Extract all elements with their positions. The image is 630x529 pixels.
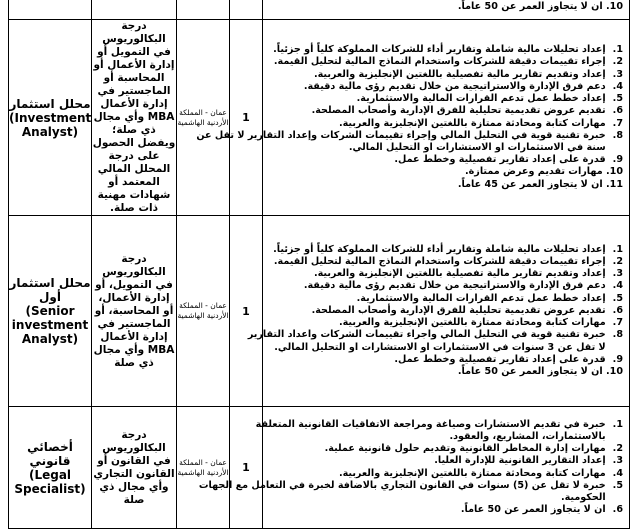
requirement-item xyxy=(267,504,623,516)
requirement-text: إعداد خطط عمل تدعم القرارات المالية والاستثمارية. xyxy=(356,93,606,105)
requirement-item xyxy=(267,256,623,268)
requirement-number: 10. xyxy=(605,365,623,377)
requirement-item xyxy=(267,280,623,292)
requirement-item xyxy=(267,81,623,93)
requirement-text: مهارات إدارة المخاطر القانونية وتقديم حلول قانونية عملية. xyxy=(324,443,606,455)
education-cell: درجة البكالوريوس في التمويل، أو إدارة الأعمال، أو المحاسبة، أو الماجستير في إدارة الأعمال MBA وأي مجال ذي صلة xyxy=(92,216,177,407)
requirement-text: بالاستثمارات، المشاريع، والعقود. xyxy=(449,430,606,442)
education-cell: درجة البكالوريوس في التمويل أو إدارة الأعمال أو المحاسبة أو الماجستير في إدارة الأعمال MBA وأي مجال ذي صلة؛ ويفضل الحصول على درجة المحلل المالي المعتمد أو شهادات مهنية ذات صلة. xyxy=(92,20,176,214)
requirement-text: ان لا يتجاوز العمر عن 50 عاماً. xyxy=(457,0,603,12)
requirement-number: 9. xyxy=(612,353,623,365)
requirement-text: لا تقل عن 3 سنوات في الاستثمارات او الاستشارات او التحليل المالي. xyxy=(274,341,606,353)
job-row xyxy=(9,216,630,407)
requirement-text: إجراء تقييمات دقيقة للشركات واستخدام النماذج المالية لتحليل القيمة. xyxy=(273,256,606,268)
requirement-item xyxy=(267,354,623,366)
requirement-number: 4. xyxy=(612,80,623,92)
requirement-item xyxy=(255,418,623,431)
requirement-number: 4. xyxy=(612,467,623,479)
requirement-number: 5. xyxy=(612,479,623,491)
requirement-item xyxy=(267,142,623,154)
requirement-text: ان لا يتجاوز العمر عن 50 عاماً. xyxy=(457,365,603,377)
requirement-item xyxy=(267,179,623,191)
requirement-number: 7. xyxy=(612,317,623,329)
job-title-arabic: محلل استثمار xyxy=(9,96,91,111)
requirement-number: 11. xyxy=(605,178,623,190)
requirements-cell xyxy=(247,216,630,407)
requirement-item xyxy=(267,154,623,166)
requirement-text: خبرة في تقديم الاستشارات وصياغة ومراجعة الاتفاقيات القانونية المتعلقة xyxy=(255,418,606,430)
requirement-text: إجراء تقييمات دقيقة للشركات واستخدام النماذج المالية لتحليل القيمة. xyxy=(273,56,606,68)
job-title-cell xyxy=(9,407,92,529)
requirement-text: إعداد وتقديم تقارير مالية تفصيلية باللغتين الإنجليزية والعربية. xyxy=(313,268,606,280)
requirement-text: مهارات كتابة ومحادثة ممتازة باللغتين الإنجليزية والعربية. xyxy=(338,467,606,479)
requirement-number: 2. xyxy=(612,256,623,268)
education-cell: درجة البكالوريوس في القانون أو القانون التجاري وأي مجال ذي صلة xyxy=(92,407,177,529)
job-title-cell xyxy=(9,20,92,216)
requirement-item xyxy=(267,492,623,504)
job-title-cell xyxy=(9,216,92,407)
job-title-english: (Legal Specialist) xyxy=(14,467,86,496)
requirement-item xyxy=(267,118,623,130)
requirement-number: 2. xyxy=(612,56,623,68)
job-row xyxy=(9,0,630,20)
requirement-number: 4. xyxy=(612,280,623,292)
requirement-text: خبرة تقنية قوية في التحليل المالي واجراء تقييمات الشركات واعداد التقارير xyxy=(247,329,606,341)
requirement-number: 5. xyxy=(612,93,623,105)
requirement-text: قدرة على إعداد تقارير تفصيلية وخطط عمل. xyxy=(394,353,606,365)
requirement-number: 3. xyxy=(612,455,623,467)
requirement-text: إعداد خطط عمل تدعم القرارات المالية والاستثمارية. xyxy=(356,292,606,304)
vacancy-count-cell: 1 xyxy=(230,216,263,407)
job-title-english: (Senior investment Analyst) xyxy=(11,304,89,346)
requirement-item xyxy=(196,129,623,142)
requirements-cell xyxy=(263,0,630,20)
requirement-item xyxy=(267,305,623,317)
requirement-text: دعم فرق الإدارة والاستراتيجية من خلال تقديم رؤى مالية دقيقة. xyxy=(303,80,606,92)
requirement-number: 6. xyxy=(612,105,623,117)
requirement-text: مهارات تقديم وعرض ممتازة. xyxy=(465,166,603,178)
requirement-item xyxy=(267,268,623,280)
requirement-number: 8. xyxy=(612,129,623,141)
requirement-number: 9. xyxy=(612,154,623,166)
requirement-text: قدرة على إعداد تقارير تفصيلية وخطط عمل. xyxy=(394,154,606,166)
job-title-cell xyxy=(9,0,92,20)
vacancy-count-cell: 1 xyxy=(230,407,263,529)
requirement-item xyxy=(267,166,623,178)
requirement-text: مهارات كتابة ومحادثة ممتازة باللغتين الإنجليزية والعربية. xyxy=(338,117,606,129)
requirement-text: خبرة لا تقل عن (5) سنوات في القانون التجاري بالاضافة لخبرة في التعامل مع الجهات xyxy=(198,479,606,491)
requirement-item xyxy=(267,366,623,378)
requirement-item xyxy=(267,431,623,443)
job-title-english: (Investment Analyst) xyxy=(9,110,92,139)
requirement-number: 1. xyxy=(612,44,623,56)
requirement-text: الحكومية. xyxy=(560,491,606,503)
requirement-item xyxy=(267,44,623,56)
requirement-number: 7. xyxy=(612,117,623,129)
requirement-item xyxy=(267,69,623,81)
requirement-item xyxy=(267,105,623,117)
requirement-item xyxy=(267,1,623,13)
requirement-item xyxy=(267,342,623,354)
requirement-item xyxy=(247,329,623,341)
requirement-number: 6. xyxy=(612,504,623,516)
job-title-arabic: محلل استثمار أول xyxy=(9,276,91,304)
requirement-text: ان لا يتجاوز العمر عن 45 عاماً. xyxy=(457,178,603,190)
requirement-item xyxy=(267,443,623,455)
requirement-item xyxy=(267,244,623,256)
requirement-number: 1. xyxy=(612,418,623,430)
requirement-item xyxy=(267,56,623,68)
job-row xyxy=(9,407,630,529)
requirement-number: 3. xyxy=(612,268,623,280)
requirement-number: 3. xyxy=(612,68,623,80)
location-cell: عمان - المملكة الأردنية الهاشمية xyxy=(177,407,230,529)
requirement-item xyxy=(267,293,623,305)
requirement-text: دعم فرق الإدارة والاستراتيجية من خلال تقديم رؤى مالية دقيقة. xyxy=(303,280,606,292)
requirement-text: ان لا يتجاوز العمر عن 50 عاماً. xyxy=(460,504,606,516)
requirement-text: إعداد تحليلات مالية شاملة وتقارير أداء للشركات المملوكة كلياً أو جزئياً. xyxy=(273,44,606,56)
requirement-number: 1. xyxy=(612,243,623,255)
vacancy-count-cell: 1 xyxy=(230,20,263,216)
requirement-number: 8. xyxy=(612,329,623,341)
requirement-item xyxy=(267,317,623,329)
requirement-item xyxy=(198,479,623,492)
job-requirements-table xyxy=(8,0,630,529)
requirement-item xyxy=(267,93,623,105)
requirement-number: 2. xyxy=(612,443,623,455)
requirement-text: مهارات كتابة ومحادثة ممتازة باللغتين الإنجليزية والعربية. xyxy=(338,317,606,329)
job-row xyxy=(9,20,630,216)
requirement-number: 10. xyxy=(605,166,623,178)
requirement-text: إعداد التقارير القانونية للإدارة العليا. xyxy=(434,455,606,467)
location-cell: عمان - المملكة الأردنية الهاشمية xyxy=(177,216,230,407)
requirement-number: 10. xyxy=(605,0,623,12)
requirement-text: تقديم عروض تقديمية تحليلية للفرق الإدارية وأصحاب المصلحة. xyxy=(311,304,606,316)
location-cell xyxy=(177,0,230,20)
requirement-item xyxy=(267,468,623,480)
location-cell: عمان - المملكة الأردنية الهاشمية xyxy=(177,20,230,216)
vacancy-count-cell xyxy=(230,0,263,20)
requirement-text: إعداد وتقديم تقارير مالية تفصيلية باللغتين الإنجليزية والعربية. xyxy=(313,68,606,80)
requirement-text: سنة في الاستثمارات او الاستشارات او التحليل المالي. xyxy=(348,141,606,153)
job-title-arabic: أخصائي قانوني xyxy=(27,439,73,468)
requirement-text: خبرة تقنية قوية في التحليل المالي وإجراء تقييمات الشركات وإعداد التقارير لا تقل عن xyxy=(196,129,606,141)
requirement-item xyxy=(267,455,623,467)
requirement-text: تقديم عروض تقديمية تحليلية للفرق الإدارية وأصحاب المصلحة. xyxy=(311,105,606,117)
requirement-number: 5. xyxy=(612,292,623,304)
requirement-text: إعداد تحليلات مالية شاملة وتقارير أداء للشركات المملوكة كلياً أو جزئياً. xyxy=(273,243,606,255)
requirement-number: 6. xyxy=(612,304,623,316)
education-cell xyxy=(92,0,177,20)
